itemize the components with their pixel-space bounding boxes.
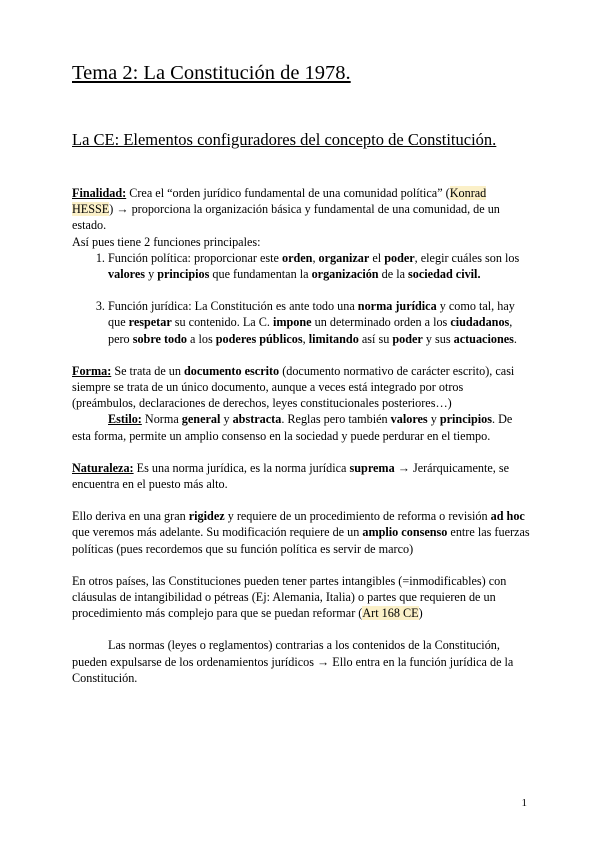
naturaleza-paragraph: Naturaleza: Es una norma jurídica, es la norma jurídica suprema → Jerárquicamente, se encuentra en el puesto más alto. (72, 460, 510, 492)
forma-label: Forma: (72, 363, 112, 378)
paises-paragraph: En otros países, las Constituciones pueden tener partes intangibles (=inmodificables) con cláusulas de intangibilidad o pétreas (Ej: Alemania, Italia) o partes que requieren de un procedimiento más complejo para que se puedan reformar (Art 168 CE) (72, 573, 507, 621)
estilo-paragraph: Estilo: Norma general y abstracta. Reglas pero también valores y principios. De esta forma, permite un amplio consenso en la sociedad y puede perdurar en el tiempo. (72, 412, 513, 443)
forma-paragraph: Forma: Se trata de un documento escrito (documento normativo de carácter escrito), casi siempre se trata de un único documento, aunque a veces está integrado por otros (preámbulos, declaraciones de derechos, leyes constitucionales posteriores…) (72, 363, 515, 411)
list-spacer (108, 282, 530, 298)
document-body (72, 185, 530, 686)
highlight-art-168: Art 168 CE (362, 606, 419, 621)
funciones-intro: Así pues tiene 2 funciones principales: (72, 234, 261, 249)
page-number: 1 (521, 797, 527, 809)
naturaleza-label: Naturaleza: (72, 460, 134, 475)
functions-list (72, 250, 530, 347)
estilo-label: Estilo: (108, 412, 142, 427)
normas-paragraph: Las normas (leyes o reglamentos) contrarias a los contenidos de la Constitución, pueden expulsarse de los ordenamientos jurídicos → Ello entra en la función jurídica de la Constitución. (72, 638, 514, 685)
finalidad-paragraph: Finalidad: Crea el “orden jurídico fundamental de una comunidad política” (Konrad HESSE) → proporciona la organización básica y fundamental de una comunidad, de un estado. (72, 186, 500, 233)
highlight-konrad-hesse: Konrad HESSE (72, 186, 487, 217)
list-item-funcion-politica: 1. Función política: proporcionar este orden, organizar el poder, elegir cuáles son los valores y principios que fundamentan la organización de la sociedad civil. (108, 250, 530, 282)
page-title: Tema 2: La Constitución de 1978. (72, 62, 351, 84)
list-item-funcion-juridica: 3. Función jurídica: La Constitución es ante todo una norma jurídica y como tal, hay que respetar su contenido. La C. impone un determinado orden a los ciudadanos, pero sobre todo a los poderes públicos, limitando así su poder y sus actuaciones. (108, 298, 530, 347)
finalidad-label: Finalidad: (72, 186, 127, 200)
rigidez-paragraph: Ello deriva en una gran rigidez y requiere de un procedimiento de reforma o revisión ad hoc que veremos más adelante. Su modificación requiere de un amplio consenso entre las fuerzas políticas (pues recordemos que su función política es servir de marco) (72, 509, 530, 556)
section-title: La CE: Elementos configuradores del concepto de Constitución. (72, 130, 497, 149)
